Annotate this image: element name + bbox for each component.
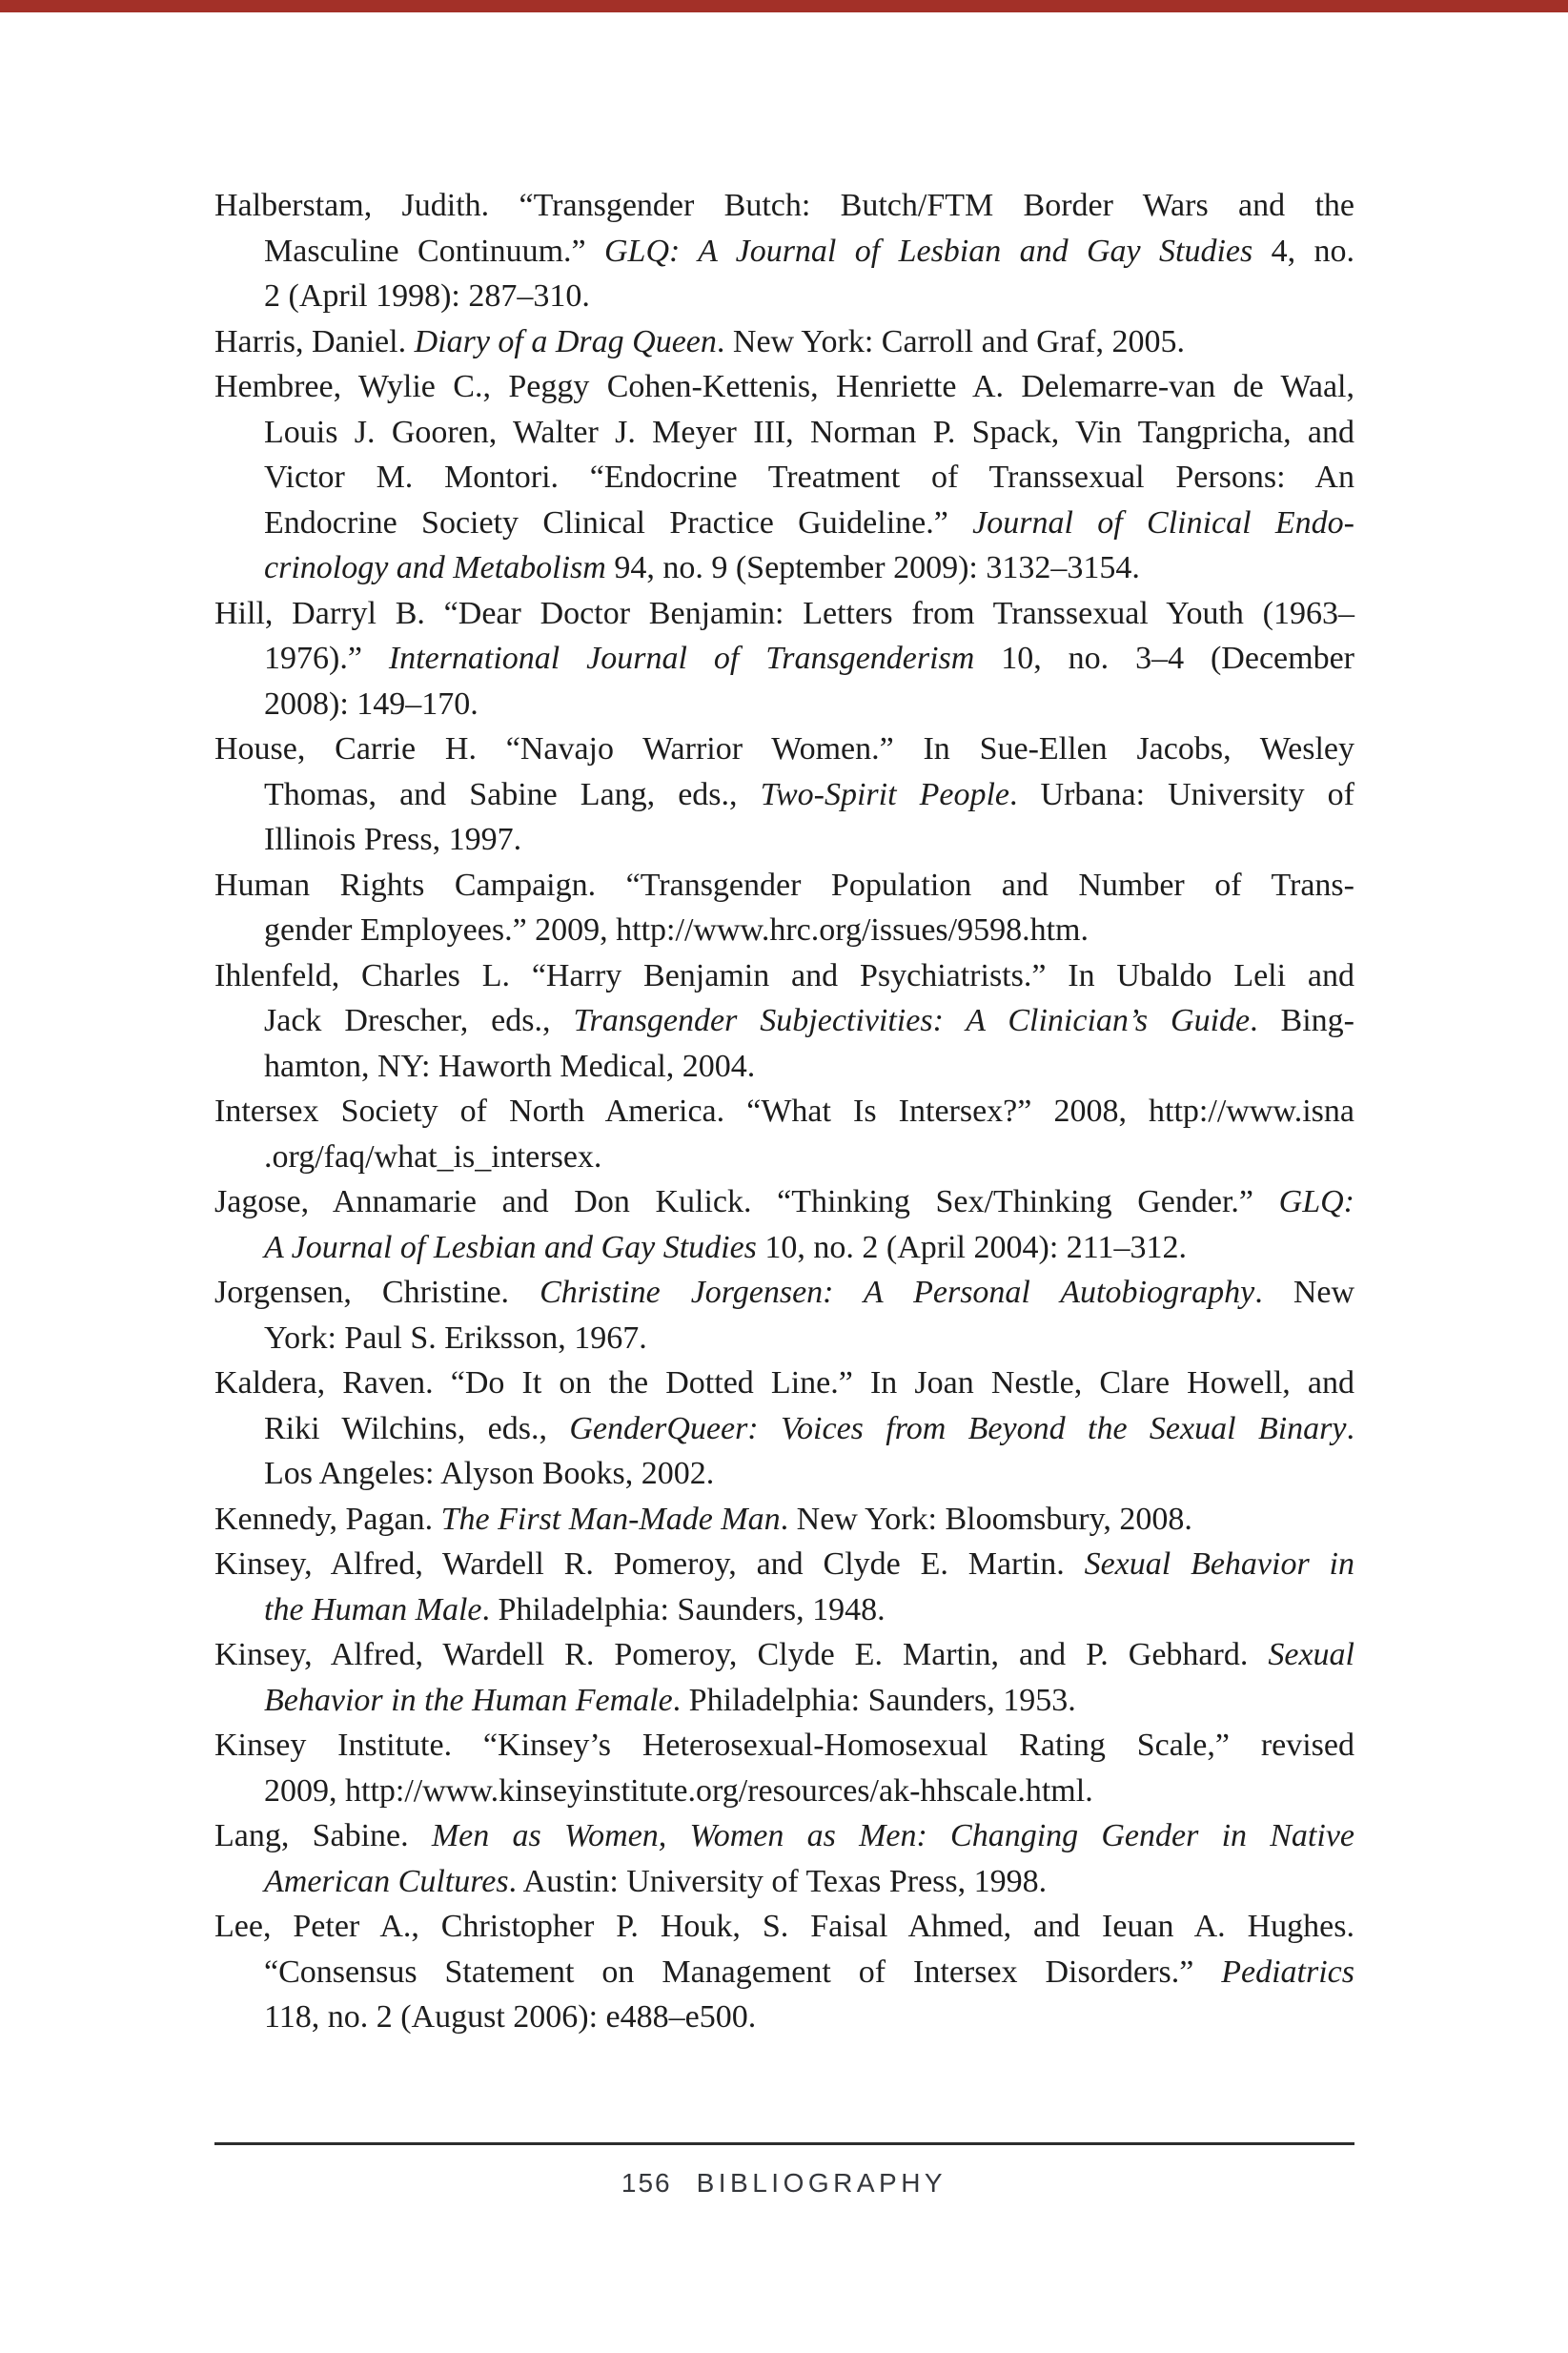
- bib-line: gender Employees.” 2009, http://www.hrc.org/issues/9598.htm.: [264, 912, 1089, 948]
- bib-line: Halberstam, Judith. “Transgender Butch: Butch/FTM Border Wars and the: [214, 188, 1354, 223]
- bibliography-entry: [214, 1361, 1354, 1497]
- section-label: BIBLIOGRAPHY: [696, 2168, 947, 2198]
- bib-line: Victor M. Montori. “Endocrine Treatment of Transsexual Persons: An: [264, 460, 1354, 495]
- bibliography-entry: [214, 1179, 1354, 1270]
- footer-rule: [214, 2142, 1354, 2145]
- bibliography-entry: [214, 1270, 1354, 1361]
- bib-line: Harris, Daniel. Diary of a Drag Queen. New York: Carroll and Graf, 2005.: [214, 323, 1185, 359]
- bib-line: Behavior in the Human Female. Philadelphia: Saunders, 1953.: [264, 1682, 1076, 1718]
- bibliography-entry: [214, 1904, 1354, 2040]
- bib-line: House, Carrie H. “Navajo Warrior Women.” In Sue-Ellen Jacobs, Wesley: [214, 731, 1354, 767]
- page-footer: [0, 2166, 1568, 2200]
- bib-line: Lang, Sabine. Men as Women, Women as Men: Changing Gender in Native: [214, 1818, 1354, 1853]
- bib-line: Hembree, Wylie C., Peggy Cohen-Kettenis, Henriette A. Delemarre-van de Waal,: [214, 369, 1354, 404]
- bib-line: Kinsey, Alfred, Wardell R. Pomeroy, Clyde E. Martin, and P. Gebhard. Sexual: [214, 1637, 1354, 1672]
- bib-line: Jagose, Annamarie and Don Kulick. “Thinking Sex/Thinking Gender.” GLQ:: [214, 1184, 1354, 1219]
- bib-line: Ihlenfeld, Charles L. “Harry Benjamin and Psychiatrists.” In Ubaldo Leli and: [214, 957, 1354, 993]
- page-number: 156: [621, 2168, 672, 2198]
- bib-line: 2008): 149–170.: [264, 685, 479, 722]
- bib-line: Jorgensen, Christine. Christine Jorgensen: A Personal Autobiography. New: [214, 1275, 1355, 1310]
- bib-line: crinology and Metabolism 94, no. 9 (September 2009): 3132–3154.: [264, 550, 1140, 585]
- bib-line: Kaldera, Raven. “Do It on the Dotted Line.” In Joan Nestle, Clare Howell, and: [214, 1365, 1354, 1401]
- bibliography-entry: [214, 863, 1354, 953]
- bib-line: 118, no. 2 (August 2006): e488–e500.: [264, 1999, 757, 2035]
- bibliography-entry: [214, 1723, 1354, 1813]
- bib-line: A Journal of Lesbian and Gay Studies 10, no. 2 (April 2004): 211–312.: [264, 1229, 1188, 1265]
- top-accent-bar: [0, 0, 1568, 12]
- bib-line: Lee, Peter A., Christopher P. Houk, S. Faisal Ahmed, and Ieuan A. Hughes.: [214, 1909, 1354, 1944]
- bibliography-entry: [214, 183, 1354, 319]
- bibliography-entry: [214, 1089, 1354, 1179]
- bib-line: Intersex Society of North America. “What Is Intersex?” 2008, http://www.isna: [214, 1094, 1354, 1129]
- bib-line: Human Rights Campaign. “Transgender Population and Number of Trans-: [214, 867, 1354, 903]
- bib-line: hamton, NY: Haworth Medical, 2004.: [264, 1048, 756, 1084]
- bib-line: “Consensus Statement on Management of Intersex Disorders.” Pediatrics: [264, 1954, 1354, 1990]
- bib-line: Endocrine Society Clinical Practice Guideline.” Journal of Clinical Endo-: [264, 504, 1355, 541]
- bib-line: Hill, Darryl B. “Dear Doctor Benjamin: Letters from Transsexual Youth (1963–: [214, 595, 1354, 631]
- bibliography-entry: [214, 319, 1354, 365]
- bib-line: Louis J. Gooren, Walter J. Meyer III, Norman P. Spack, Vin Tangpricha, and: [264, 414, 1354, 450]
- bibliography-entry: [214, 591, 1354, 727]
- bibliography-entry: [214, 364, 1354, 591]
- bibliography-text: [214, 183, 1354, 2040]
- bibliography-entry: [214, 1632, 1354, 1723]
- bib-line: Riki Wilchins, eds., GenderQueer: Voices from Beyond the Sexual Binary.: [264, 1410, 1354, 1446]
- bib-line: Kinsey Institute. “Kinsey’s Heterosexual-Homosexual Rating Scale,” revised: [214, 1728, 1354, 1763]
- bib-line: Masculine Continuum.” GLQ: A Journal of Lesbian and Gay Studies 4, no.: [264, 233, 1354, 269]
- bib-line: Los Angeles: Alyson Books, 2002.: [264, 1456, 715, 1491]
- bib-line: Kinsey, Alfred, Wardell R. Pomeroy, and Clyde E. Martin. Sexual Behavior in: [214, 1546, 1354, 1582]
- bib-line: .org/faq/what_is_intersex.: [264, 1138, 602, 1175]
- bib-line: Illinois Press, 1997.: [264, 822, 522, 857]
- bib-line: Kennedy, Pagan. The First Man-Made Man. New York: Bloomsbury, 2008.: [214, 1501, 1192, 1537]
- bib-line: the Human Male. Philadelphia: Saunders, 1948.: [264, 1591, 886, 1627]
- bibliography-entry: [214, 953, 1354, 1090]
- bib-line: 2009, http://www.kinseyinstitute.org/resources/ak-hhscale.html.: [264, 1772, 1093, 1809]
- bib-line: York: Paul S. Eriksson, 1967.: [264, 1320, 647, 1356]
- bib-line: Thomas, and Sabine Lang, eds., Two-Spirit People. Urbana: University of: [264, 776, 1354, 812]
- bibliography-entry: [214, 1542, 1354, 1632]
- bibliography-entry: [214, 1497, 1354, 1543]
- bib-line: American Cultures. Austin: University of Texas Press, 1998.: [264, 1863, 1048, 1899]
- bib-line: 2 (April 1998): 287–310.: [264, 278, 590, 314]
- bib-line: 1976).” International Journal of Transgenderism 10, no. 3–4 (December: [264, 641, 1354, 676]
- bibliography-entry: [214, 726, 1354, 863]
- bib-line: Jack Drescher, eds., Transgender Subjectivities: A Clinician’s Guide. Bing-: [264, 1003, 1355, 1038]
- bibliography-entry: [214, 1813, 1354, 1904]
